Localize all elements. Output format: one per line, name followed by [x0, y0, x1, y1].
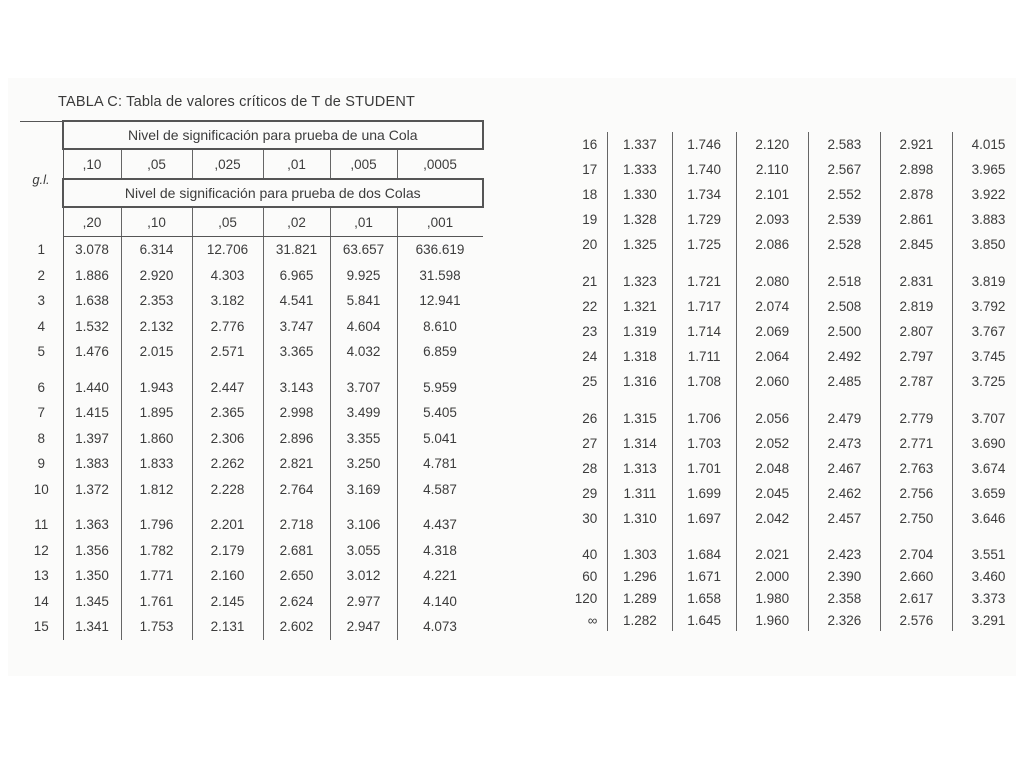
critical-value: 1.658 [672, 587, 736, 609]
critical-value: 1.476 [63, 339, 121, 365]
critical-value: 2.179 [192, 538, 263, 564]
critical-value: 2.201 [192, 512, 263, 538]
critical-value: 2.080 [736, 269, 808, 294]
gl-value: 5 [20, 339, 63, 365]
critical-value: 4.604 [330, 314, 397, 340]
critical-value: 2.624 [263, 589, 330, 615]
critical-value: 3.169 [330, 477, 397, 503]
critical-value: 4.781 [397, 451, 483, 477]
critical-value: 3.460 [952, 565, 1024, 587]
gl-value: 1 [20, 237, 63, 263]
critical-value: 2.602 [263, 614, 330, 640]
critical-value: 636.619 [397, 237, 483, 263]
critical-value: 2.101 [736, 182, 808, 207]
gl-value: 3 [20, 288, 63, 314]
critical-value: 2.779 [880, 406, 952, 431]
critical-value: 1.337 [608, 132, 672, 157]
critical-value: 1.895 [121, 400, 192, 426]
critical-value: 1.960 [736, 609, 808, 631]
critical-value: 3.373 [952, 587, 1024, 609]
critical-value: 1.397 [63, 426, 121, 452]
gl-value: 23 [582, 324, 598, 339]
table-row [548, 369, 1024, 394]
gl-value: 11 [20, 512, 63, 538]
two-tail-level: ,05 [192, 207, 263, 237]
table-row [20, 614, 483, 640]
critical-value: 2.583 [808, 132, 880, 157]
critical-value: 63.657 [330, 237, 397, 263]
table-row [548, 294, 1024, 319]
critical-value: 3.707 [952, 406, 1024, 431]
table-row [548, 232, 1024, 257]
critical-value: 1.282 [608, 609, 672, 631]
table-row [20, 589, 483, 615]
critical-value: 2.831 [880, 269, 952, 294]
table-row [548, 481, 1024, 506]
gl-value: 17 [582, 162, 598, 177]
critical-value: 2.617 [880, 587, 952, 609]
critical-value: 4.032 [330, 339, 397, 365]
critical-value: 1.356 [63, 538, 121, 564]
critical-value: 2.306 [192, 426, 263, 452]
gl-value: 6 [20, 375, 63, 401]
critical-value: 4.140 [397, 589, 483, 615]
critical-value: 2.390 [808, 565, 880, 587]
critical-value: 2.228 [192, 477, 263, 503]
two-tail-level: ,20 [63, 207, 121, 237]
critical-value: 1.296 [608, 565, 672, 587]
critical-value: 2.132 [121, 314, 192, 340]
critical-value: 2.797 [880, 344, 952, 369]
critical-value: 31.598 [397, 263, 483, 289]
gl-value: 4 [20, 314, 63, 340]
one-tail-level: ,025 [192, 149, 263, 179]
critical-value: 1.812 [121, 477, 192, 503]
critical-value: 4.318 [397, 538, 483, 564]
two-tail-level: ,01 [330, 207, 397, 237]
critical-value: 3.965 [952, 157, 1024, 182]
critical-value: 2.064 [736, 344, 808, 369]
row-spacer [548, 394, 1024, 406]
two-tail-level: ,10 [121, 207, 192, 237]
gl-value: 12 [20, 538, 63, 564]
critical-value: 2.977 [330, 589, 397, 615]
critical-value: 2.650 [263, 563, 330, 589]
critical-value: 3.819 [952, 269, 1024, 294]
two-tail-header: Nivel de significación para prueba de dos Colas [63, 179, 483, 207]
gl-value: 10 [20, 477, 63, 503]
one-tail-level: ,10 [82, 156, 102, 172]
table-row [548, 344, 1024, 369]
critical-value: 1.383 [63, 451, 121, 477]
critical-value: 3.499 [330, 400, 397, 426]
critical-value: 2.807 [880, 319, 952, 344]
critical-value: 2.462 [808, 481, 880, 506]
critical-value: 3.767 [952, 319, 1024, 344]
table-row [548, 207, 1024, 232]
table-row [548, 182, 1024, 207]
critical-value: 6.859 [397, 339, 483, 365]
critical-value: 2.479 [808, 406, 880, 431]
critical-value: 2.704 [880, 543, 952, 565]
critical-value: 1.886 [63, 263, 121, 289]
critical-value: 3.143 [263, 375, 330, 401]
critical-value: 2.681 [263, 538, 330, 564]
critical-value: 2.473 [808, 431, 880, 456]
critical-value: 4.073 [397, 614, 483, 640]
critical-value: 2.145 [192, 589, 263, 615]
table-row [548, 319, 1024, 344]
critical-value: 1.717 [672, 294, 736, 319]
gl-value: 13 [20, 563, 63, 589]
critical-value: 1.860 [121, 426, 192, 452]
gl-value: 16 [582, 137, 598, 152]
critical-value: 1.703 [672, 431, 736, 456]
gl-value: 18 [582, 187, 598, 202]
critical-value: 1.313 [608, 456, 672, 481]
critical-value: 1.684 [672, 543, 736, 565]
critical-value: 2.571 [192, 339, 263, 365]
critical-value: 2.045 [736, 481, 808, 506]
two-tail-level: ,001 [397, 207, 483, 237]
row-spacer [548, 257, 1024, 269]
critical-value: 5.959 [397, 375, 483, 401]
gl-header: g.l. [20, 121, 63, 237]
critical-value: 3.690 [952, 431, 1024, 456]
row-spacer [548, 531, 1024, 543]
critical-value: 1.699 [672, 481, 736, 506]
critical-value: 3.707 [330, 375, 397, 401]
critical-value: 2.998 [263, 400, 330, 426]
critical-value: 2.000 [736, 565, 808, 587]
critical-value: 9.925 [330, 263, 397, 289]
critical-value: 1.706 [672, 406, 736, 431]
critical-value: 2.756 [880, 481, 952, 506]
critical-value: 2.423 [808, 543, 880, 565]
critical-value: 1.729 [672, 207, 736, 232]
critical-value: 1.341 [63, 614, 121, 640]
critical-value: 2.015 [121, 339, 192, 365]
critical-value: 31.821 [263, 237, 330, 263]
critical-value: 2.539 [808, 207, 880, 232]
critical-value: 2.492 [808, 344, 880, 369]
critical-value: 2.131 [192, 614, 263, 640]
gl-value: 9 [20, 451, 63, 477]
table-row [20, 288, 483, 314]
critical-value: 3.747 [263, 314, 330, 340]
critical-value: 3.078 [63, 237, 121, 263]
critical-value: 4.437 [397, 512, 483, 538]
critical-value: 2.069 [736, 319, 808, 344]
critical-value: 2.093 [736, 207, 808, 232]
critical-value: 2.660 [880, 565, 952, 587]
critical-value: 2.262 [192, 451, 263, 477]
gl-value: 19 [582, 212, 598, 227]
gl-value: 120 [574, 590, 598, 606]
critical-value: 1.415 [63, 400, 121, 426]
critical-value: 1.314 [608, 431, 672, 456]
critical-value: 1.289 [608, 587, 672, 609]
critical-value: 1.303 [608, 543, 672, 565]
gl-value: ∞ [587, 612, 598, 628]
critical-value: 2.365 [192, 400, 263, 426]
critical-value: 1.440 [63, 375, 121, 401]
critical-value: 2.947 [330, 614, 397, 640]
table-row [20, 477, 483, 503]
gl-value: 20 [582, 237, 598, 252]
critical-value: 8.610 [397, 314, 483, 340]
critical-value: 1.350 [63, 563, 121, 589]
critical-value: 1.333 [608, 157, 672, 182]
gl-value: 21 [582, 274, 598, 289]
critical-value: 1.711 [672, 344, 736, 369]
gl-value: 27 [582, 436, 598, 451]
table-row [548, 565, 1024, 587]
table-row [20, 512, 483, 538]
critical-value: 1.323 [608, 269, 672, 294]
critical-value: 1.645 [672, 609, 736, 631]
table-row [20, 538, 483, 564]
critical-value: 1.330 [608, 182, 672, 207]
critical-value: 2.750 [880, 506, 952, 531]
critical-value: 1.697 [672, 506, 736, 531]
critical-value: 1.725 [672, 232, 736, 257]
critical-value: 2.787 [880, 369, 952, 394]
critical-value: 2.898 [880, 157, 952, 182]
critical-value: 1.345 [63, 589, 121, 615]
critical-value: 2.042 [736, 506, 808, 531]
critical-value: 4.587 [397, 477, 483, 503]
critical-value: 2.110 [736, 157, 808, 182]
table-row [20, 263, 483, 289]
gl-value: 7 [20, 400, 63, 426]
critical-value: 1.318 [608, 344, 672, 369]
table-row [548, 456, 1024, 481]
critical-value: 2.447 [192, 375, 263, 401]
critical-value: 2.358 [808, 587, 880, 609]
critical-value: 3.012 [330, 563, 397, 589]
one-tail-level: ,0005 [397, 149, 483, 179]
gl-value: 30 [582, 511, 598, 526]
critical-value: 2.048 [736, 456, 808, 481]
critical-value: 2.353 [121, 288, 192, 314]
critical-value: 2.508 [808, 294, 880, 319]
critical-value: 1.315 [608, 406, 672, 431]
gl-value: 28 [582, 461, 598, 476]
table-title: TABLA C: Tabla de valores críticos de T de STUDENT [58, 94, 416, 110]
critical-value: 2.467 [808, 456, 880, 481]
critical-value: 3.250 [330, 451, 397, 477]
critical-value: 5.041 [397, 426, 483, 452]
critical-value: 1.833 [121, 451, 192, 477]
critical-value: 1.321 [608, 294, 672, 319]
critical-value: 2.457 [808, 506, 880, 531]
critical-value: 2.485 [808, 369, 880, 394]
critical-value: 2.921 [880, 132, 952, 157]
critical-value: 4.221 [397, 563, 483, 589]
critical-value: 1.708 [672, 369, 736, 394]
critical-value: 1.740 [672, 157, 736, 182]
critical-value: 2.528 [808, 232, 880, 257]
critical-value: 1.319 [608, 319, 672, 344]
gl-value: 2 [20, 263, 63, 289]
row-spacer [20, 365, 483, 375]
critical-value: 5.841 [330, 288, 397, 314]
critical-value: 1.771 [121, 563, 192, 589]
critical-value: 2.518 [808, 269, 880, 294]
table-row [20, 563, 483, 589]
critical-value: 3.055 [330, 538, 397, 564]
critical-value: 1.671 [672, 565, 736, 587]
critical-value: 12.941 [397, 288, 483, 314]
critical-value: 2.326 [808, 609, 880, 631]
one-tail-level: ,005 [330, 149, 397, 179]
table-row [548, 587, 1024, 609]
critical-value: 1.532 [63, 314, 121, 340]
critical-value: 2.552 [808, 182, 880, 207]
table-row [548, 609, 1024, 631]
critical-value: 2.845 [880, 232, 952, 257]
critical-value: 1.310 [608, 506, 672, 531]
critical-value: 1.782 [121, 538, 192, 564]
critical-value: 2.764 [263, 477, 330, 503]
table-row [20, 451, 483, 477]
critical-value: 1.753 [121, 614, 192, 640]
table-row [548, 506, 1024, 531]
critical-value: 3.850 [952, 232, 1024, 257]
critical-value: 3.551 [952, 543, 1024, 565]
critical-value: 2.878 [880, 182, 952, 207]
critical-value: 2.567 [808, 157, 880, 182]
critical-value: 3.883 [952, 207, 1024, 232]
critical-value: 2.821 [263, 451, 330, 477]
table-row [20, 339, 483, 365]
gl-value: 29 [582, 486, 598, 501]
critical-value: 2.021 [736, 543, 808, 565]
critical-value: 4.015 [952, 132, 1024, 157]
critical-value: 1.734 [672, 182, 736, 207]
critical-value: 12.706 [192, 237, 263, 263]
critical-value: 6.314 [121, 237, 192, 263]
table-row [548, 431, 1024, 456]
critical-value: 1.796 [121, 512, 192, 538]
critical-value: 6.965 [263, 263, 330, 289]
gl-value: 24 [582, 349, 598, 364]
critical-value: 4.541 [263, 288, 330, 314]
critical-value: 3.291 [952, 609, 1024, 631]
table-row [548, 269, 1024, 294]
critical-value: 3.365 [263, 339, 330, 365]
table-row [20, 314, 483, 340]
critical-value: 1.638 [63, 288, 121, 314]
critical-value: 1.372 [63, 477, 121, 503]
critical-value: 2.074 [736, 294, 808, 319]
critical-value: 1.714 [672, 319, 736, 344]
critical-value: 2.763 [880, 456, 952, 481]
gl-value: 26 [582, 411, 598, 426]
critical-value: 2.500 [808, 319, 880, 344]
table-row [20, 400, 483, 426]
critical-value: 2.086 [736, 232, 808, 257]
critical-value: 2.056 [736, 406, 808, 431]
critical-value: 3.745 [952, 344, 1024, 369]
table-row [20, 375, 483, 401]
one-tail-level: ,05 [121, 149, 192, 179]
critical-value: 1.721 [672, 269, 736, 294]
critical-value: 4.303 [192, 263, 263, 289]
gl-value: 14 [20, 589, 63, 615]
critical-value: 2.776 [192, 314, 263, 340]
gl-value: 22 [582, 299, 598, 314]
critical-value: 2.771 [880, 431, 952, 456]
critical-value: 1.943 [121, 375, 192, 401]
critical-value: 1.328 [608, 207, 672, 232]
critical-value: 3.674 [952, 456, 1024, 481]
gl-value: 25 [582, 374, 598, 389]
critical-value: 2.160 [192, 563, 263, 589]
one-tail-level: ,01 [263, 149, 330, 179]
critical-value: 1.311 [608, 481, 672, 506]
critical-value: 2.576 [880, 609, 952, 631]
critical-value: 3.355 [330, 426, 397, 452]
critical-value: 3.106 [330, 512, 397, 538]
row-spacer [20, 502, 483, 512]
critical-value: 2.861 [880, 207, 952, 232]
critical-value: 3.792 [952, 294, 1024, 319]
critical-value: 3.182 [192, 288, 263, 314]
table-row [20, 426, 483, 452]
table-row [548, 157, 1024, 182]
gl-value: 8 [20, 426, 63, 452]
gl-value: 60 [582, 568, 598, 584]
critical-value: 5.405 [397, 400, 483, 426]
gl-value: 15 [20, 614, 63, 640]
gl-value: 40 [582, 546, 598, 562]
critical-value: 3.725 [952, 369, 1024, 394]
critical-value: 2.896 [263, 426, 330, 452]
critical-value: 1.746 [672, 132, 736, 157]
critical-value: 1.325 [608, 232, 672, 257]
table-row [548, 543, 1024, 565]
table-row [548, 132, 1024, 157]
critical-value: 2.819 [880, 294, 952, 319]
two-tail-level: ,02 [263, 207, 330, 237]
t-table-left [20, 120, 484, 640]
critical-value: 2.052 [736, 431, 808, 456]
critical-value: 3.646 [952, 506, 1024, 531]
critical-value: 1.316 [608, 369, 672, 394]
one-tail-header: Nivel de significación para prueba de una Cola [63, 121, 483, 149]
critical-value: 2.120 [736, 132, 808, 157]
t-table-right [548, 132, 1024, 631]
critical-value: 3.922 [952, 182, 1024, 207]
critical-value: 3.659 [952, 481, 1024, 506]
critical-value: 2.060 [736, 369, 808, 394]
critical-value: 1.761 [121, 589, 192, 615]
critical-value: 2.920 [121, 263, 192, 289]
table-row [20, 237, 483, 263]
critical-value: 1.701 [672, 456, 736, 481]
table-row [548, 406, 1024, 431]
critical-value: 2.718 [263, 512, 330, 538]
critical-value: 1.363 [63, 512, 121, 538]
critical-value: 1.980 [736, 587, 808, 609]
